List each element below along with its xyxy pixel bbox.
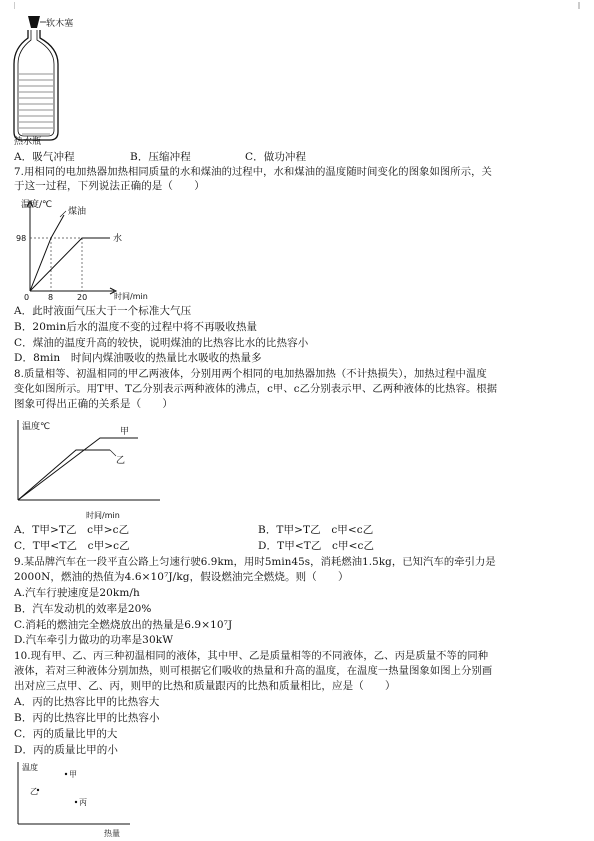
chart-q10-x-label: 热量 — [104, 829, 120, 838]
q8-option-d: D．T甲<T乙 c甲<c乙 — [258, 540, 375, 552]
corner-mark-top-right — [572, 2, 580, 10]
q9-stem-line-1: 9.某品牌汽车在一段平直公路上匀速行驶6.9km，用时5min45s，消耗燃油1.5kg，已知汽车的牵引力是 — [14, 556, 496, 568]
q10-stem-line-2: 液体，若对三种液体分别加热，则可根据它们吸收的热量和升高的温度，在温度一热量图象如图上分别画 — [14, 665, 493, 677]
q9-option-a: A.汽车行驶速度是20km/h — [14, 587, 140, 599]
chart-q8-series-yi — [18, 450, 110, 500]
chart-q7-x-tick-20: 20 — [77, 293, 88, 302]
q8-option-a: A．T甲>T乙 c甲>c乙 — [14, 524, 130, 536]
q10-option-d: D．丙的质量比甲的小 — [14, 744, 118, 756]
chart-q7-y-label: 温度/℃ — [21, 200, 53, 210]
chart-q7-x-tick-0: 0 — [24, 293, 30, 302]
q9-option-b: B．汽车发动机的效率是20% — [14, 603, 152, 615]
chart-q10-point-jia — [65, 773, 67, 775]
chart-q7-series-label-kerosene: 煤油 — [68, 207, 87, 217]
q7-option-d: D．8min 时间内煤油吸收的热量比水吸收的热量多 — [14, 352, 262, 364]
q10-option-b: B．丙的比热容比甲的比热容小 — [14, 712, 160, 724]
chart-q10-point-label-bing: 丙 — [79, 798, 87, 807]
q6-option-a: A．吸气冲程 — [14, 151, 75, 163]
chart-q7-y-tick-98: 98 — [16, 234, 27, 243]
chart-q10-point-label-jia: 甲 — [69, 770, 77, 779]
chart-q7-x-tick-8: 8 — [48, 293, 54, 302]
chart-q8 — [10, 414, 170, 522]
chart-q8-series-jia — [18, 438, 138, 500]
water-hatching — [19, 74, 53, 134]
chart-q10-point-label-yi: 乙 — [30, 787, 38, 796]
chart-q10 — [10, 760, 140, 838]
q9-stem-line-2: 2000N，燃油的热值为4.6×10⁷J/kg，假设燃油完全燃烧。则（ ） — [14, 571, 349, 583]
chart-q7-series-water — [30, 238, 110, 291]
chart-q8-y-label: 温度℃ — [22, 422, 51, 432]
q9-option-c: C.消耗的燃油完全燃烧放出的热量是6.9×10⁷J — [14, 619, 233, 631]
q10-option-a: A．丙的比热容比甲的比热容大 — [14, 696, 160, 708]
cork — [28, 16, 40, 28]
bottle-label: 热水瓶 — [14, 137, 42, 147]
chart-q7-series-kerosene — [30, 215, 64, 291]
q9-option-d: D.汽车牵引力做功的功率是30kW — [14, 634, 174, 646]
chart-q7-series-label-water: 水 — [113, 234, 123, 244]
chart-q8-x-label: 时间/min — [86, 511, 120, 520]
q7-stem-line-2: 于这一过程，下列说法正确的是（ ） — [14, 180, 205, 192]
q8-stem-line-2: 变化如图所示。用T甲、T乙分别表示两种液体的沸点，c甲、c乙分别表示甲、乙两种液体的比热容。根据 — [14, 383, 498, 395]
q10-stem-line-1: 10.现有甲、乙、丙三种初温相同的液体，其中甲、乙是质量相等的不同液体，乙、丙是质量不等的同种 — [14, 650, 489, 662]
q6-option-c: C．做功冲程 — [245, 151, 307, 163]
cork-label: 软木塞 — [46, 19, 74, 29]
chart-q8-series-label-yi: 乙 — [116, 456, 126, 466]
bottle-outer — [14, 30, 58, 140]
q8-option-b: B．T甲>T乙 c甲<c乙 — [258, 524, 374, 536]
chart-q7 — [14, 195, 174, 305]
q10-stem-line-3: 出对应三点甲、乙、丙，则甲的比热和质量跟丙的比热和质量相比，应是（ ） — [14, 680, 396, 692]
q8-stem-line-3: 图象可得出正确的关系是（ ） — [14, 398, 173, 410]
q8-stem-line-1: 8.质量相等、初温相同的甲乙两液体，分别用两个相同的电加热器加热（不计热损失），加热过程中温度 — [14, 368, 487, 380]
q7-option-a: A．此时液面气压大于一个标准大气压 — [14, 305, 192, 317]
q10-option-c: C．丙的质量比甲的大 — [14, 728, 118, 740]
bottle-inner — [18, 30, 54, 136]
q7-option-c: C．煤油的温度升高的较快，说明煤油的比热容比水的比热容小 — [14, 337, 309, 349]
chart-q8-series-label-jia: 甲 — [120, 427, 130, 437]
chart-q10-y-label: 温度 — [22, 763, 38, 772]
chart-q10-point-bing — [75, 801, 77, 803]
q8-option-c: C．T甲<T乙 c甲>c乙 — [14, 540, 130, 552]
q7-option-b: B．20min后水的温度不变的过程中将不再吸收热量 — [14, 321, 258, 333]
chart-q7-x-label: 时间/min — [114, 292, 148, 301]
q6-option-b: B．压缩冲程 — [130, 151, 191, 163]
q7-stem-line-1: 7.用相同的电加热器加热相同质量的水和煤油的过程中，水和煤油的温度随时间变化的图象如图所示，关 — [14, 166, 492, 178]
